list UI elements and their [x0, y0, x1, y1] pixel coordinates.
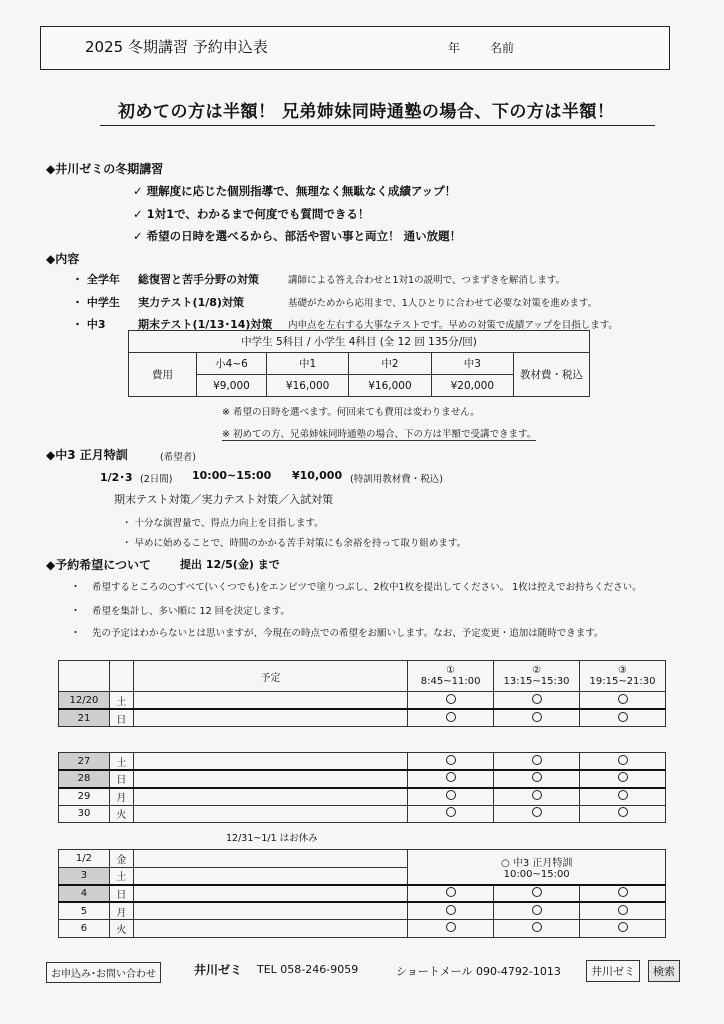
plan-cell[interactable] [133, 867, 407, 885]
plan-cell[interactable] [133, 770, 408, 788]
table-row [59, 770, 666, 788]
grade-header: 中3 [431, 353, 513, 375]
tel-number: TEL 058-246-9059 [257, 963, 359, 976]
slot-circle[interactable] [618, 755, 628, 765]
bullet: ・ [70, 626, 81, 639]
table-row [59, 805, 666, 823]
bullet: ・ [70, 604, 81, 617]
slot-header: ③ 19:15~21:30 [580, 661, 666, 692]
price-value: ¥20,000 [431, 375, 513, 397]
newyear-days: (2日間) [140, 474, 173, 485]
content-grade: ・ 全学年 [72, 273, 120, 286]
content-grade: ・ 中3 [72, 318, 106, 331]
table-row [59, 920, 666, 938]
slot-circle[interactable] [532, 694, 542, 704]
slot-circle[interactable] [618, 790, 628, 800]
content-desc: 内申点を左右する大事なテストです。早めの対策で成績アップを目指します。 [288, 320, 618, 331]
plan-header: 予定 [133, 661, 407, 692]
price-note: 教材費・税込 [514, 353, 590, 397]
plan-cell[interactable] [133, 902, 407, 920]
newyear-time: 10:00~15:00 [192, 469, 272, 482]
row-date: 1/2 [59, 850, 110, 868]
price-value: ¥16,000 [266, 375, 348, 397]
instruction: 希望を集計し、多い順に 12 回を決定します。 [92, 606, 290, 617]
table-row [59, 885, 666, 903]
section-content-title: ◆内容 [46, 252, 80, 266]
feature-point: ✓ 希望の日時を選べるから、部活や習い事と両立！ 通い放題！ [133, 229, 462, 243]
slot-circle[interactable] [446, 887, 456, 897]
slot-header: ① 8:45~11:00 [408, 661, 494, 692]
row-dow: 日 [109, 885, 133, 903]
schedule-table-2 [58, 752, 666, 823]
price-value: ¥9,000 [197, 375, 267, 397]
contact-label: お申込み･お問い合わせ [46, 962, 161, 983]
slot-circle[interactable] [532, 922, 542, 932]
slot-circle[interactable] [446, 922, 456, 932]
grade-header: 小4~6 [197, 353, 267, 375]
section-newyear-title: ◆中3 正月特訓 [46, 448, 128, 462]
plan-cell[interactable] [133, 805, 408, 823]
feature-point: ✓ 理解度に応じた個別指導で、無理なく無駄なく成績アップ！ [133, 184, 457, 198]
plan-cell[interactable] [133, 788, 408, 806]
row-date: 30 [59, 805, 110, 823]
slot-circle[interactable] [618, 694, 628, 704]
row-dow: 火 [109, 805, 133, 823]
row-date: 3 [59, 867, 110, 885]
name-label: 名前 [490, 41, 515, 55]
row-dow: 月 [109, 788, 133, 806]
feature-point: ✓ 1対1で、わかるまで何度でも質問できる！ [133, 207, 370, 221]
content-desc: 講師による答え合わせと1対1の説明で、つまずきを解消します。 [288, 275, 566, 286]
slot-circle[interactable] [532, 790, 542, 800]
slot-circle[interactable] [532, 905, 542, 915]
plan-cell[interactable] [133, 753, 408, 771]
row-dow: 日 [109, 770, 133, 788]
short-mail: ショートメール 090-4792-1013 [396, 965, 561, 978]
slot-circle[interactable] [618, 807, 628, 817]
newyear-price-note: (特訓用教材費・税込) [350, 474, 443, 485]
slot-circle[interactable] [532, 772, 542, 782]
newyear-sub: (希望者) [160, 452, 196, 463]
price-value: ¥16,000 [349, 375, 431, 397]
note: ※ 初めての方、兄弟姉妹同時通塾の場合、下の方は半額で受講できます。 [222, 426, 536, 441]
content-desc: 基礎がためから応用まで、1人ひとりに合わせて必要な対策を進めます。 [288, 298, 598, 309]
table-row [59, 753, 666, 771]
table-row [59, 709, 666, 727]
search-button[interactable]: 検索 [648, 960, 680, 982]
schedule-table-3 [58, 849, 666, 938]
slot-circle[interactable] [532, 755, 542, 765]
row-date: 21 [59, 709, 110, 727]
plan-cell[interactable] [133, 920, 407, 938]
price-table [128, 330, 590, 397]
special-time: 10:00~15:00 [503, 868, 570, 880]
slot-header: ② 13:15~15:30 [494, 661, 580, 692]
plan-cell[interactable] [133, 709, 407, 727]
slot-circle[interactable] [532, 712, 542, 722]
slot-circle[interactable] [446, 694, 456, 704]
row-date: 27 [59, 753, 110, 771]
slot-circle[interactable] [532, 807, 542, 817]
row-date: 6 [59, 920, 110, 938]
row-dow: 月 [109, 902, 133, 920]
holiday-note: 12/31~1/1 はお休み [226, 833, 318, 844]
special-label: ○ 中3 正月特訓 [500, 857, 573, 869]
row-dow: 日 [109, 709, 133, 727]
instruction: 先の予定はわからないとは思いますが、今現在の時点での希望をお願いします。なお、予定変更・追加は随時できます。 [92, 628, 604, 639]
plan-cell[interactable] [133, 850, 407, 868]
plan-cell[interactable] [133, 885, 407, 903]
grade-header: 中2 [349, 353, 431, 375]
page-title: 2025 冬期講習 予約申込表 [85, 38, 268, 56]
grade-header: 中1 [266, 353, 348, 375]
row-date: 28 [59, 770, 110, 788]
table-row [59, 692, 666, 710]
newyear-point: ・ 早めに始めることで、時間のかかる苦手対策にも余裕を持って取り組めます。 [122, 538, 467, 549]
slot-circle[interactable] [446, 790, 456, 800]
year-label: 年 [448, 41, 461, 55]
row-dow: 土 [109, 867, 133, 885]
row-date: 29 [59, 788, 110, 806]
special-cell[interactable] [408, 850, 666, 885]
table-row [59, 850, 666, 868]
slot-circle[interactable] [446, 772, 456, 782]
plan-cell[interactable] [133, 692, 407, 710]
row-date: 5 [59, 902, 110, 920]
slot-circle[interactable] [446, 905, 456, 915]
price-label: 費用 [129, 353, 197, 397]
section-features-title: ◆井川ゼミの冬期講習 [46, 162, 164, 176]
content-course: 実力テスト(1/8)対策 [138, 296, 244, 309]
content-course: 期末テスト(1/13･14)対策 [138, 318, 273, 331]
row-dow: 土 [109, 753, 133, 771]
instruction: 希望するところの○すべて(いくつでも)をエンピツで塗りつぶし、2枚中1枚を提出してください。 1枚は控えでお持ちください。 [92, 582, 642, 593]
price-table-title: 中学生 5科目 / 小学生 4科目 (全 12 回 135分/回) [129, 331, 590, 353]
newyear-content: 期末テスト対策／実力テスト対策／入試対策 [114, 493, 334, 506]
newyear-point: ・ 十分な演習量で、得点力向上を目指します。 [122, 518, 324, 529]
slot-circle[interactable] [618, 922, 628, 932]
school-name: 井川ゼミ [194, 963, 243, 977]
content-course: 総復習と苦手分野の対策 [138, 273, 259, 286]
schedule-table-1 [58, 660, 666, 727]
row-date: 12/20 [59, 692, 110, 710]
discount-banner: 初めての方は半額！ 兄弟姉妹同時通塾の場合、下の方は半額！ [118, 102, 615, 122]
slot-circle[interactable] [446, 807, 456, 817]
slot-circle[interactable] [618, 887, 628, 897]
row-date: 4 [59, 885, 110, 903]
newyear-dates: 1/2･3 [100, 471, 133, 484]
newyear-price: ¥10,000 [292, 469, 343, 482]
table-row [59, 788, 666, 806]
note: ※ 希望の日時を選べます。何回来ても費用は変わりません。 [222, 407, 480, 418]
slot-circle[interactable] [618, 772, 628, 782]
slot-circle[interactable] [618, 712, 628, 722]
bullet: ・ [70, 580, 81, 593]
deadline: 提出 12/5(金) まで [180, 558, 280, 571]
banner-underline [100, 125, 655, 126]
slot-circle[interactable] [618, 905, 628, 915]
row-dow: 火 [109, 920, 133, 938]
content-grade: ・ 中学生 [72, 296, 120, 309]
row-dow: 金 [109, 850, 133, 868]
slot-circle[interactable] [532, 887, 542, 897]
section-reservation-title: ◆予約希望について [46, 558, 151, 572]
search-box: 井川ゼミ [586, 960, 640, 982]
slot-circle[interactable] [446, 755, 456, 765]
row-dow: 土 [109, 692, 133, 710]
table-row [59, 902, 666, 920]
slot-circle[interactable] [446, 712, 456, 722]
